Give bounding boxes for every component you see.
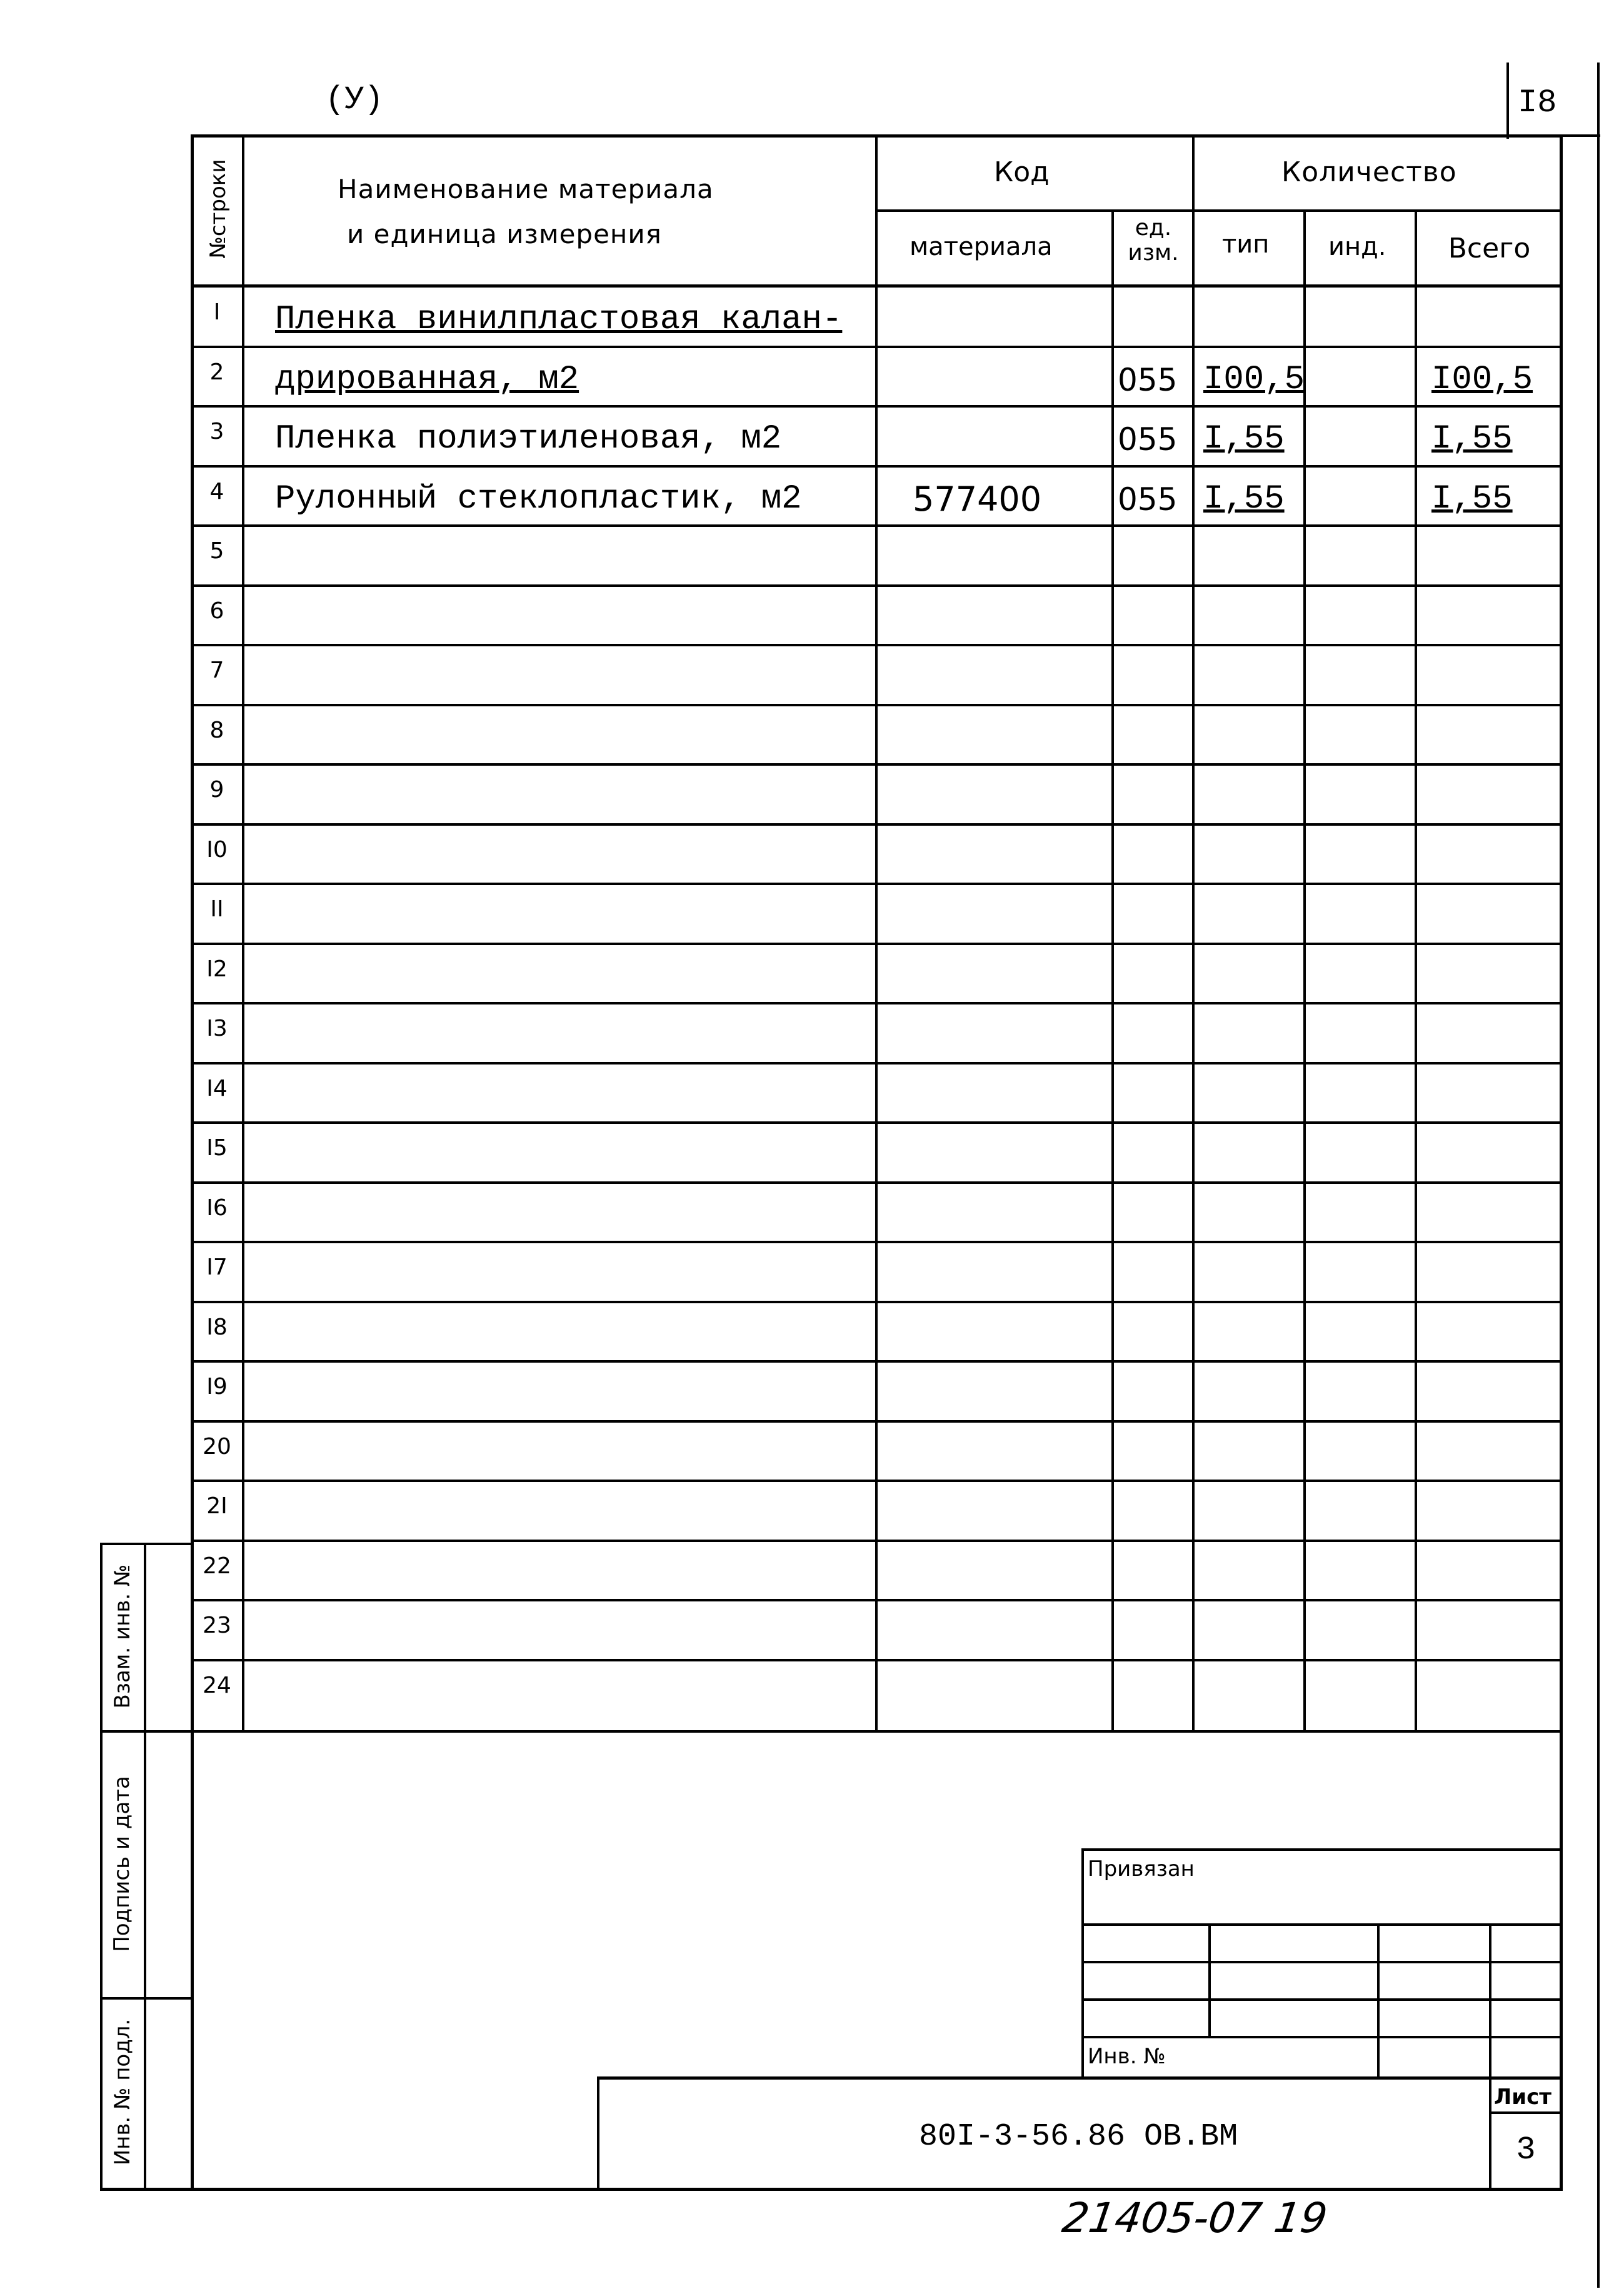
row-number: 23 (203, 1613, 231, 1638)
row-number: I2 (206, 956, 228, 982)
row-number: I0 (206, 837, 228, 863)
name-header-line2: и единица измерения (347, 219, 662, 249)
name-header-line1: Наименование материала (338, 174, 714, 204)
row-number: 22 (203, 1553, 231, 1579)
cell-total: I,55 (1431, 480, 1513, 518)
row-number: I4 (206, 1076, 228, 1101)
replace-inv-label: Взам. инв. № (110, 1564, 135, 1709)
cell-code: 577400 (913, 479, 1042, 519)
cell-name: Рулонный стеклопластик, м2 (275, 480, 802, 518)
quantity-header: Количество (1281, 156, 1457, 188)
cell-type: I,55 (1203, 480, 1285, 518)
cell-total: I00,5 (1431, 361, 1533, 399)
row-number: I6 (206, 1195, 228, 1221)
sign-date-label: Подпись и дата (109, 1776, 134, 1952)
row-number: 8 (209, 718, 224, 743)
row-number-header: №строки (206, 159, 231, 259)
cell-total: I,55 (1431, 420, 1513, 458)
sheet-number: 3 (1516, 2131, 1536, 2168)
cell-type: I,55 (1203, 420, 1285, 458)
document-code: 80I-3-56.86 ОВ.ВМ (919, 2119, 1238, 2155)
row-number: I3 (206, 1016, 228, 1041)
variant-mark: (У) (325, 81, 384, 118)
cell-unit: 055 (1118, 362, 1178, 398)
row-number: II (210, 896, 224, 922)
row-number: 6 (209, 598, 224, 624)
row-number: 2I (206, 1493, 228, 1519)
cell-name: Пленка полиэтиленовая, м2 (275, 420, 782, 458)
cell-unit: 055 (1118, 481, 1178, 518)
row-number: 7 (209, 658, 224, 683)
row-number: 24 (203, 1673, 231, 1698)
row-number: I5 (206, 1135, 228, 1161)
row-number: 3 (209, 419, 224, 444)
attached-label: Привязан (1088, 1856, 1195, 1881)
row-number: I8 (206, 1315, 228, 1340)
inventory-footer: 21405-07 19 (1059, 2194, 1331, 2242)
code-header: Код (994, 156, 1050, 188)
qty-ind-header: инд. (1328, 233, 1386, 261)
row-number: 2 (209, 359, 224, 385)
code-material-header: материала (910, 233, 1053, 261)
row-number: I (213, 299, 221, 325)
qty-total-header: Всего (1448, 233, 1531, 264)
row-number: I9 (206, 1374, 228, 1400)
row-number: 5 (209, 538, 224, 564)
row-number: 4 (209, 479, 224, 504)
page-number: I8 (1518, 84, 1557, 121)
qty-type-header: тип (1222, 230, 1270, 259)
cell-name: Пленка винилпластовая калан- (275, 301, 843, 339)
inv-orig-label: Инв. № подл. (110, 2018, 135, 2166)
cell-name: дрированная, м2 (275, 361, 579, 399)
cell-unit: 055 (1118, 421, 1178, 458)
code-unit-header: ед. изм. (1128, 215, 1179, 266)
row-number: I7 (206, 1255, 228, 1280)
sheet-label: Лист (1494, 2085, 1551, 2110)
cell-type: I00,5 (1203, 361, 1305, 399)
row-number: 20 (203, 1434, 231, 1460)
inv-no-label: Инв. № (1088, 2044, 1166, 2069)
row-number: 9 (209, 777, 224, 803)
